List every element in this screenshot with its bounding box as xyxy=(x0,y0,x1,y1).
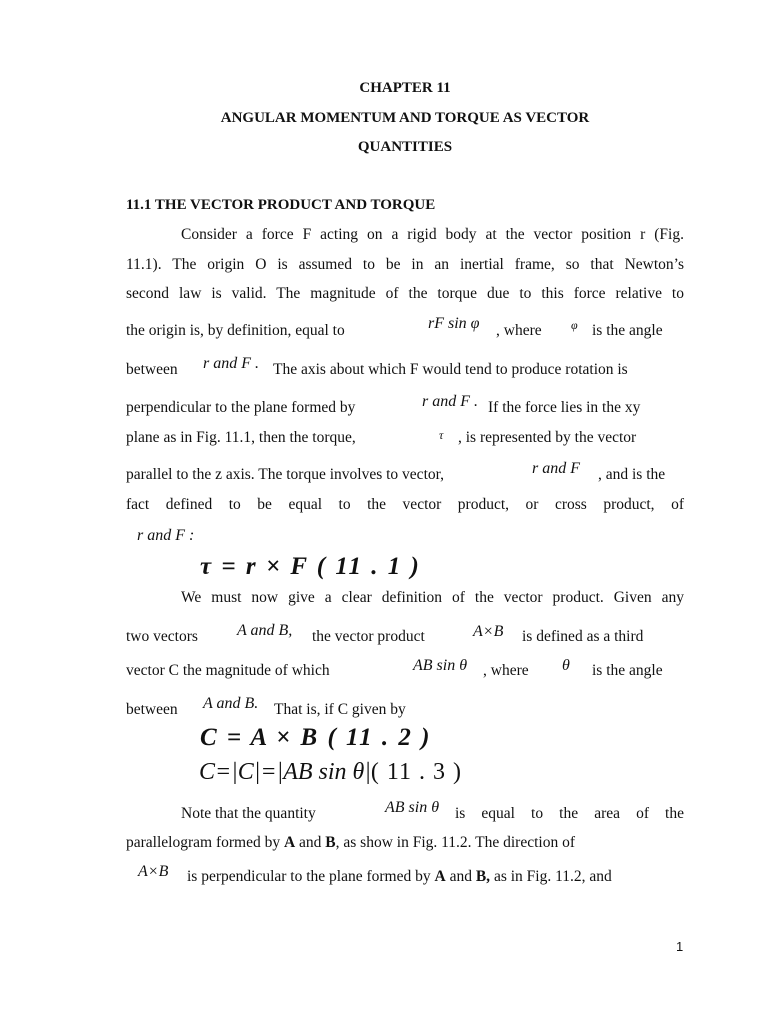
bold-b: B, xyxy=(475,868,491,885)
math-a-and-b: A and B, xyxy=(237,622,293,639)
para3-line-3-c: as in Fig. 11.2, and xyxy=(493,868,612,885)
equation-11-1: τ = r × F ( 11 . 1 ) xyxy=(200,553,421,580)
para1-line-8-b: , and is the xyxy=(598,466,666,483)
math-tau: τ xyxy=(439,428,444,442)
para2-line-2-a: two vectors xyxy=(126,628,198,645)
para1-line-8-a: parallel to the z axis. The torque involves to vector, xyxy=(126,466,445,483)
math-a-and-b: A and B. xyxy=(203,695,259,712)
math-r-and-f: r and F . xyxy=(203,355,259,372)
para2-line-3-a: vector C the magnitude of which xyxy=(126,662,330,679)
para2-line-4-b: That is, if C given by xyxy=(274,701,406,718)
bold-a: A xyxy=(283,834,296,851)
para1-line-9: fact defined to be equal to the vector product, or cross product, of xyxy=(126,496,684,513)
equation-11-3 xyxy=(199,759,462,786)
math-a-cross-b: A×B xyxy=(138,863,169,880)
para1-line-4-b: , where xyxy=(496,322,542,339)
page-number: 1 xyxy=(676,939,684,954)
chapter-label: CHAPTER 11 xyxy=(359,80,451,96)
math-ab-sin-theta: AB sin θ xyxy=(413,657,468,674)
para1-line-4-a: the origin is, by definition, equal to xyxy=(126,322,345,339)
para2-line-2-c: is defined as a third xyxy=(522,628,644,645)
para3-line-2 xyxy=(126,834,575,852)
para2-line-1: We must now give a clear definition of the vector product. Given any xyxy=(181,589,684,606)
equation-11-2: C = A × B ( 11 . 2 ) xyxy=(200,724,432,751)
para1-line-4-c: is the angle xyxy=(592,322,663,339)
para2-line-4-a: between xyxy=(126,701,178,718)
para1-line-5-a: between xyxy=(126,361,178,378)
para3-line-2-a: parallelogram formed by xyxy=(126,834,281,851)
eq3-mid: =|C|=|AB sin θ| xyxy=(215,759,371,785)
math-phi: φ xyxy=(571,318,578,332)
section-title: 11.1 THE VECTOR PRODUCT AND TORQUE xyxy=(126,197,436,213)
para3-line-1-b: is equal to the area of the xyxy=(455,805,684,822)
math-rf-sin-phi: rF sin φ xyxy=(428,315,480,332)
math-r-and-f: r and F xyxy=(532,460,580,477)
para1-line-2: 11.1). The origin O is assumed to be in an inertial frame, so that Newton’s xyxy=(126,256,684,273)
bold-b: B xyxy=(325,834,336,851)
math-theta: θ xyxy=(562,657,570,674)
bold-a: A xyxy=(434,868,446,885)
para3-line-1-a: Note that the quantity xyxy=(181,805,316,822)
para3-line-3 xyxy=(187,868,612,886)
para1-line-1: Consider a force F acting on a rigid body at the vector position r (Fig. xyxy=(181,226,684,243)
chapter-title-line-1: ANGULAR MOMENTUM AND TORQUE AS VECTOR xyxy=(220,110,590,126)
eq3-lhs: C xyxy=(199,759,216,785)
eq3-number: ( 11 . 3 ) xyxy=(370,759,463,785)
para1-line-7-b: , is represented by the vector xyxy=(458,429,637,446)
para3-line-2-c: , as show in Fig. 11.2. The direction of xyxy=(335,834,576,851)
math-ab-sin-theta: AB sin θ xyxy=(385,799,440,816)
para1-line-7-a: plane as in Fig. 11.1, then the torque, xyxy=(126,429,356,446)
para1-line-3: second law is valid. The magnitude of the torque due to this force relative to xyxy=(126,285,684,302)
para3-line-3-b: and xyxy=(449,868,472,885)
para1-line-6-a: perpendicular to the plane formed by xyxy=(126,399,356,416)
para3-line-3-a: is perpendicular to the plane formed by xyxy=(187,868,431,885)
para1-line-5-b: The axis about which F would tend to produce rotation is xyxy=(273,361,628,378)
chapter-title-line-2: QUANTITIES xyxy=(357,139,453,155)
para2-line-3-b: , where xyxy=(483,662,529,679)
para2-line-3-c: is the angle xyxy=(592,662,663,679)
para3-line-2-b: and xyxy=(299,834,322,851)
math-r-and-f: r and F . xyxy=(422,393,478,410)
para2-line-2-b: the vector product xyxy=(312,628,425,645)
math-a-cross-b: A×B xyxy=(473,623,504,640)
math-r-and-f: r and F : xyxy=(137,527,195,544)
para1-line-6-b: If the force lies in the xy xyxy=(488,399,641,416)
